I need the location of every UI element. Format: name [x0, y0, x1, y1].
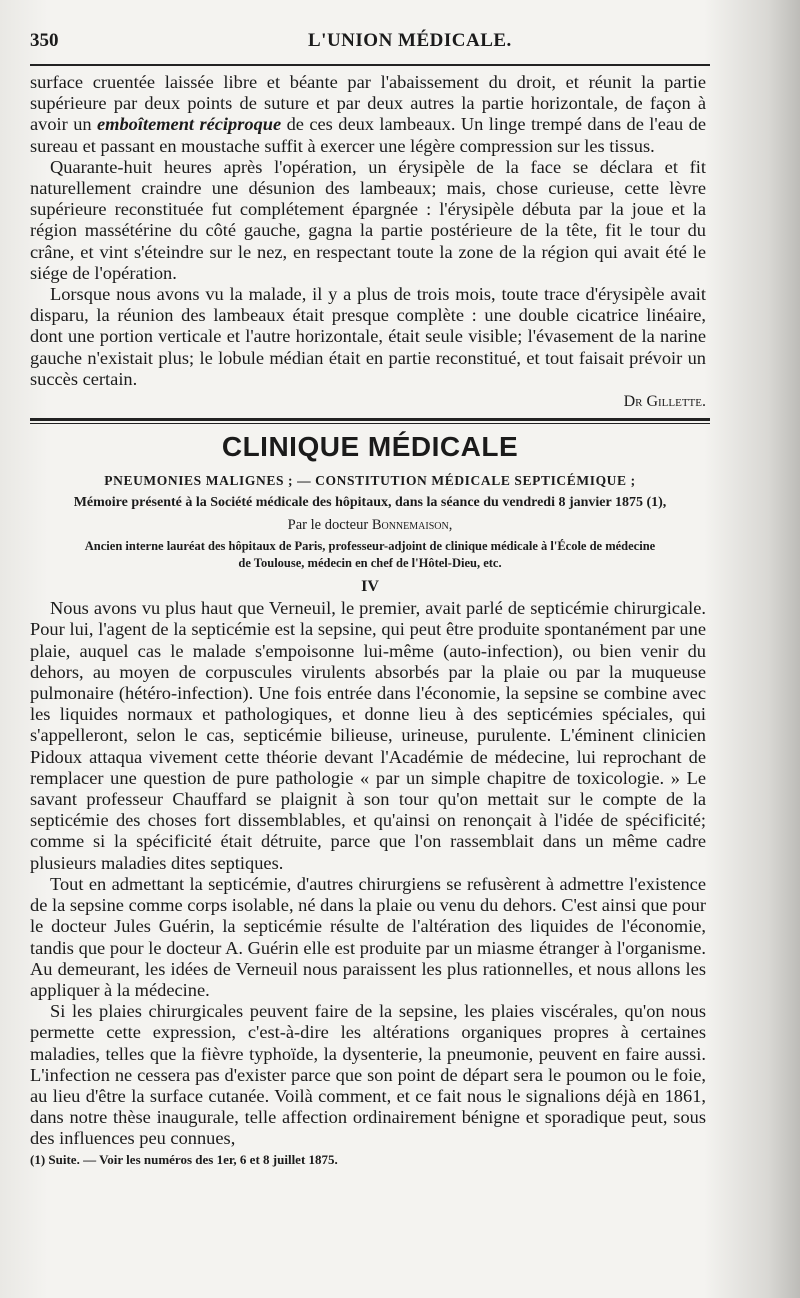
author-name: Bonnemaison,: [371, 517, 453, 534]
memoir-note: Mémoire présenté à la Société médicale des hôpitaux, dans la séance du vendredi 8 janvier 1875 (1),: [73, 495, 667, 511]
paragraph: Quarante-huit heures après l'opération, un érysipèle de la face se déclara et fit naturellement craindre une désunion des lambeaux; mais, chose curieuse, cette lèvre supérieure reconstituée fut complétement épargnée : l'érysipèle débuta par la joue et la région massétérine du côté gauche, gagna la partie postérieure de la tête, fit le tour du crâne, et vint s'éteindre sur le nez, en respectant toute la zone de la région qui avait été le siége de l'opération.: [30, 156, 706, 283]
author-line: [30, 514, 710, 536]
paragraph: Si les plaies chirurgicales peuvent faire de la sepsine, les plaies viscérales, qu'on nous permette cette expression, c'est-à-dire les altérations organiques propres à certaines maladies, telles que la fièvre typhoïde, la dysenterie, la pneumonie, peuvent en faire aussi. L'infection ne cessera pas d'exister parce que son point de départ sera le poumon ou le foie, au lieu d'être la surface cutanée. Voilà comment, et ce fait nous le signalions déjà en 1861, dans notre thèse inaugurale, telle affection ordinairement bénigne et sporadique peut, sous des influences peu connues,: [30, 1001, 706, 1149]
article-subtitle: PNEUMONIES MALIGNES ; — CONSTITUTION MÉDICALE SEPTICÉMIQUE ;: [104, 473, 636, 489]
emphasis-text: emboîtement réciproque: [97, 114, 282, 135]
previous-article-text: [30, 72, 706, 412]
header-rule: [30, 64, 710, 66]
author-signature: Dr Gillette.: [623, 393, 706, 411]
paragraph-text: surface cruentée laissée libre et béante par l'abaissement du droit, et réunit la partie supérieure par deux points de suture et par deux autres la partie horizontale, de façon à avoir un: [30, 72, 706, 135]
affiliation-line: Ancien interne lauréat des hôpitaux de Paris, professeur-adjoint de clinique médicale à l'École de médecine: [84, 539, 656, 554]
section-rule: [30, 418, 710, 421]
article-body: [30, 598, 706, 1149]
affiliation-line: de Toulouse, médecin en chef de l'Hôtel-Dieu, etc.: [238, 556, 502, 571]
author-affiliation: [30, 538, 710, 572]
part-number: IV: [361, 578, 379, 596]
paragraph: Lorsque nous avons vu la malade, il y a plus de trois mois, toute trace d'érysipèle avait disparu, la réunion des lambeaux était presque complète : une double cicatrice linéaire, dont une portion verticale et l'autre horizontale, était seule visible; l'évasement de la narine gauche n'existait plus; le lobule médian était en partie reconstitué, et tout faisait prévoir un succès certain.: [30, 284, 706, 389]
footnote: (1) Suite. — Voir les numéros des 1er, 6 et 8 juillet 1875.: [30, 1151, 338, 1167]
running-head: [30, 30, 704, 56]
paragraph: Tout en admettant la septicémie, d'autres chirurgiens se refusèrent à admettre l'existence de la sepsine comme corps isolable, né dans la plaie ou venu du dehors. C'est ainsi que pour le docteur Jules Guérin, la septicémie résulte de l'altération des liquides de l'économie, tandis que pour le docteur A. Guérin elle est produite par un miasme étranger à l'organisme. Au demeurant, les idées de Verneuil nous paraissent les plus rationnelles, et nous allons les appliquer à la médecine.: [30, 873, 706, 1000]
section-rule: [30, 423, 710, 424]
paragraph: Nous avons vu plus haut que Verneuil, le premier, avait parlé de septicémie chirurgicale. Pour lui, l'agent de la septicémie est la sepsine, qui peut être produite spontanément par une plaie, auquel cas le malade s'empoisonne lui-même (auto-infection), ou bien venir du dehors, au moyen de corpuscules virulents absorbés par la plaie ou par la muqueuse pulmonaire (hétéro-infection). Une fois entrée dans l'économie, la sepsine se combine avec les liquides normaux et pathologiques, et donne lieu à des septicémies spéciales, qui s'appelleront, selon le cas, septicémie bilieuse, urineuse, purulente. L'éminent clinicien Pidoux attaqua vivement cette théorie devant l'Académie de médecine, lui reprochant de remplacer une question de pure pathologie « par un simple chapitre de toxicologie. » Le savant professeur Chauffard se plaignit à son tour qu'on mettait sur le compte de la septicémie des choses fort dissemblables, et qu'ainsi on renonçait à l'idée de spécificité; comme si la spécificité était détruite, parce que l'on rassemblait dans un même cadre plusieurs maladies dites septiques.: [30, 598, 706, 873]
section-title: CLINIQUE MÉDICALE: [221, 431, 519, 463]
page-number: 350: [30, 30, 59, 51]
paragraph-text: de ces deux lambeaux. Un linge trempé dans de l'eau de sureau et passant en moustache suffit à exercer une légère compression sur les tissus.: [30, 114, 707, 156]
paragraph: [30, 72, 706, 157]
author-prefix: Par le docteur: [287, 517, 372, 534]
journal-title: L'UNION MÉDICALE.: [308, 30, 512, 51]
